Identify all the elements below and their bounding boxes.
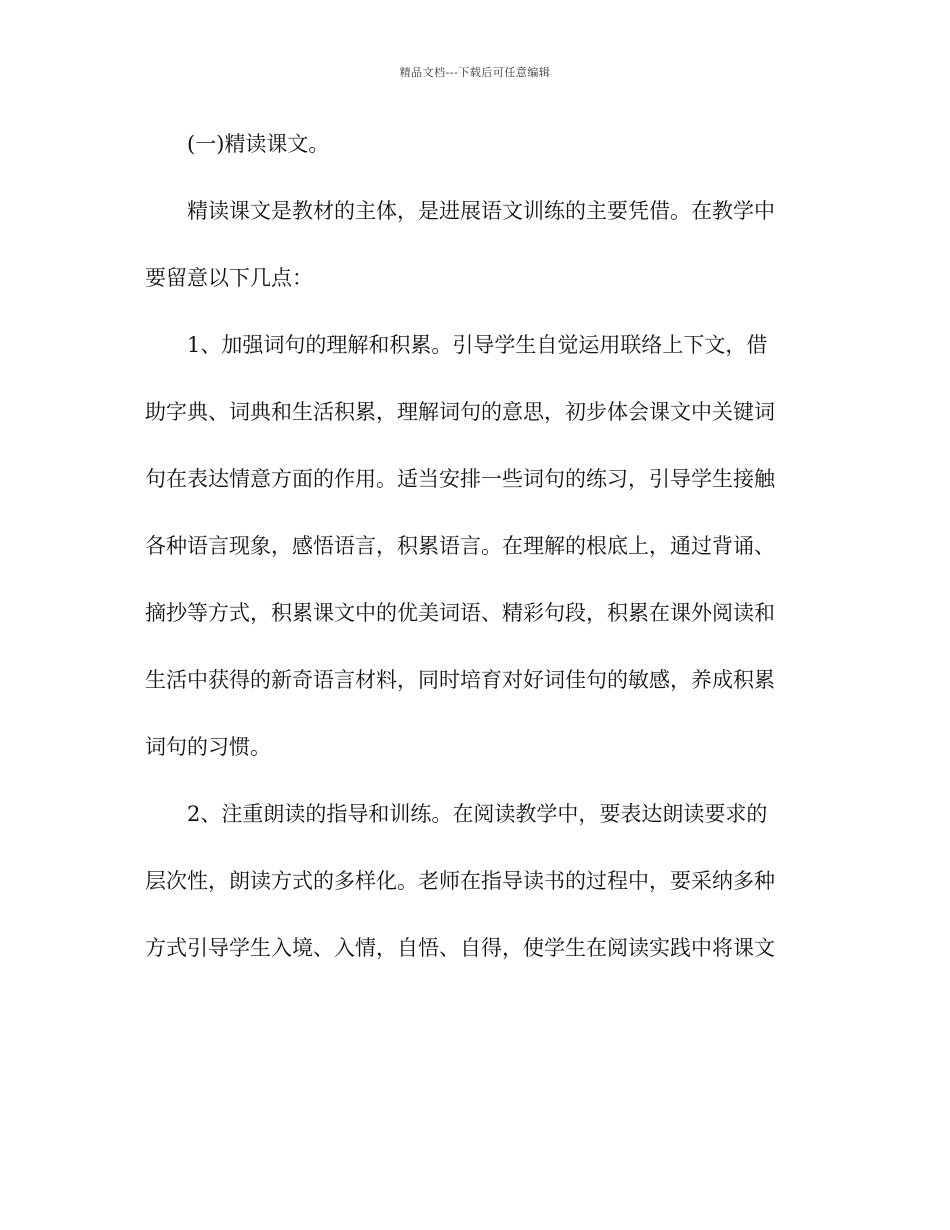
page-header: 精品文档---下载后可任意编辑 [399,66,551,79]
paragraph-line: 助字典、词典和生活积累，理解词句的意思，初步体会课文中关键词 [145,400,775,424]
paragraph-line: 要留意以下几点： [145,266,313,290]
paragraph-line: 生活中获得的新奇语言材料，同时培育对好词佳句的敏感，养成积累 [145,668,775,692]
paragraph-line: 层次性，朗读方式的多样化。老师在指导读书的过程中，要采纳多种 [145,869,775,893]
paragraph-line: 各种语言现象，感悟语言，积累语言。在理解的根底上，通过背诵、 [145,534,775,558]
paragraph-line: 词句的习惯。 [145,735,271,759]
paragraph-line: 句在表达情意方面的作用。适当安排一些词句的练习，引导学生接触 [145,467,775,491]
paragraph-line: 方式引导学生入境、入情，自悟、自得，使学生在阅读实践中将课文 [145,936,775,960]
paragraph-line: 精读课文是教材的主体，是进展语文训练的主要凭借。在教学中 [187,199,775,223]
paragraph-line: 摘抄等方式，积累课文中的优美词语、精彩句段，积累在课外阅读和 [145,601,775,625]
section-heading: (一)精读课文。 [187,132,330,156]
document-body [145,122,805,993]
paragraph-line: 1、加强词句的理解和积累。引导学生自觉运用联络上下文，借 [187,333,768,357]
paragraph-line: 2、注重朗读的指导和训练。在阅读教学中，要表达朗读要求的 [187,802,768,826]
